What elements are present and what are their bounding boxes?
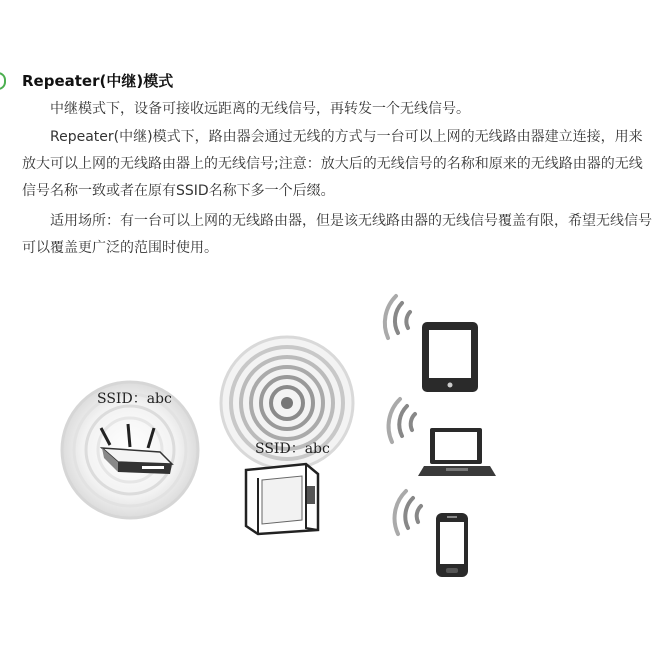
smartphone-icon (436, 513, 468, 577)
paragraph-intro: 中继模式下，设备可接收远距离的无线信号，再转发一个无线信号。 (50, 101, 470, 117)
laptop-icon (418, 428, 496, 476)
wifi-signal-icon (395, 491, 421, 534)
tablet-icon (422, 322, 478, 392)
wifi-signal-icon (389, 399, 415, 442)
repeater-ssid-label: SSID：abc (255, 441, 330, 457)
repeater-icon (246, 464, 318, 534)
router-ssid-label: SSID：abc (97, 391, 172, 407)
wifi-signal-icon (385, 296, 410, 338)
section-heading: Repeater(中继)模式 (22, 72, 174, 90)
paragraph-use-case: 适用场所：有一台可以上网的无线路由器，但是该无线路由器的无线信号覆盖有限，希望无线信号可以覆盖更广泛的范围时使用。 (22, 213, 652, 256)
paragraph-description: Repeater(中继)模式下，路由器会通过无线的方式与一台可以上网的无线路由器建立连接，用来放大可以上网的无线路由器上的无线信号;注意：放大后的无线信号的名称和原来的无线路由器的无线信号名称一致或者在原有SSID名称下多一个后缀。 (22, 129, 643, 199)
